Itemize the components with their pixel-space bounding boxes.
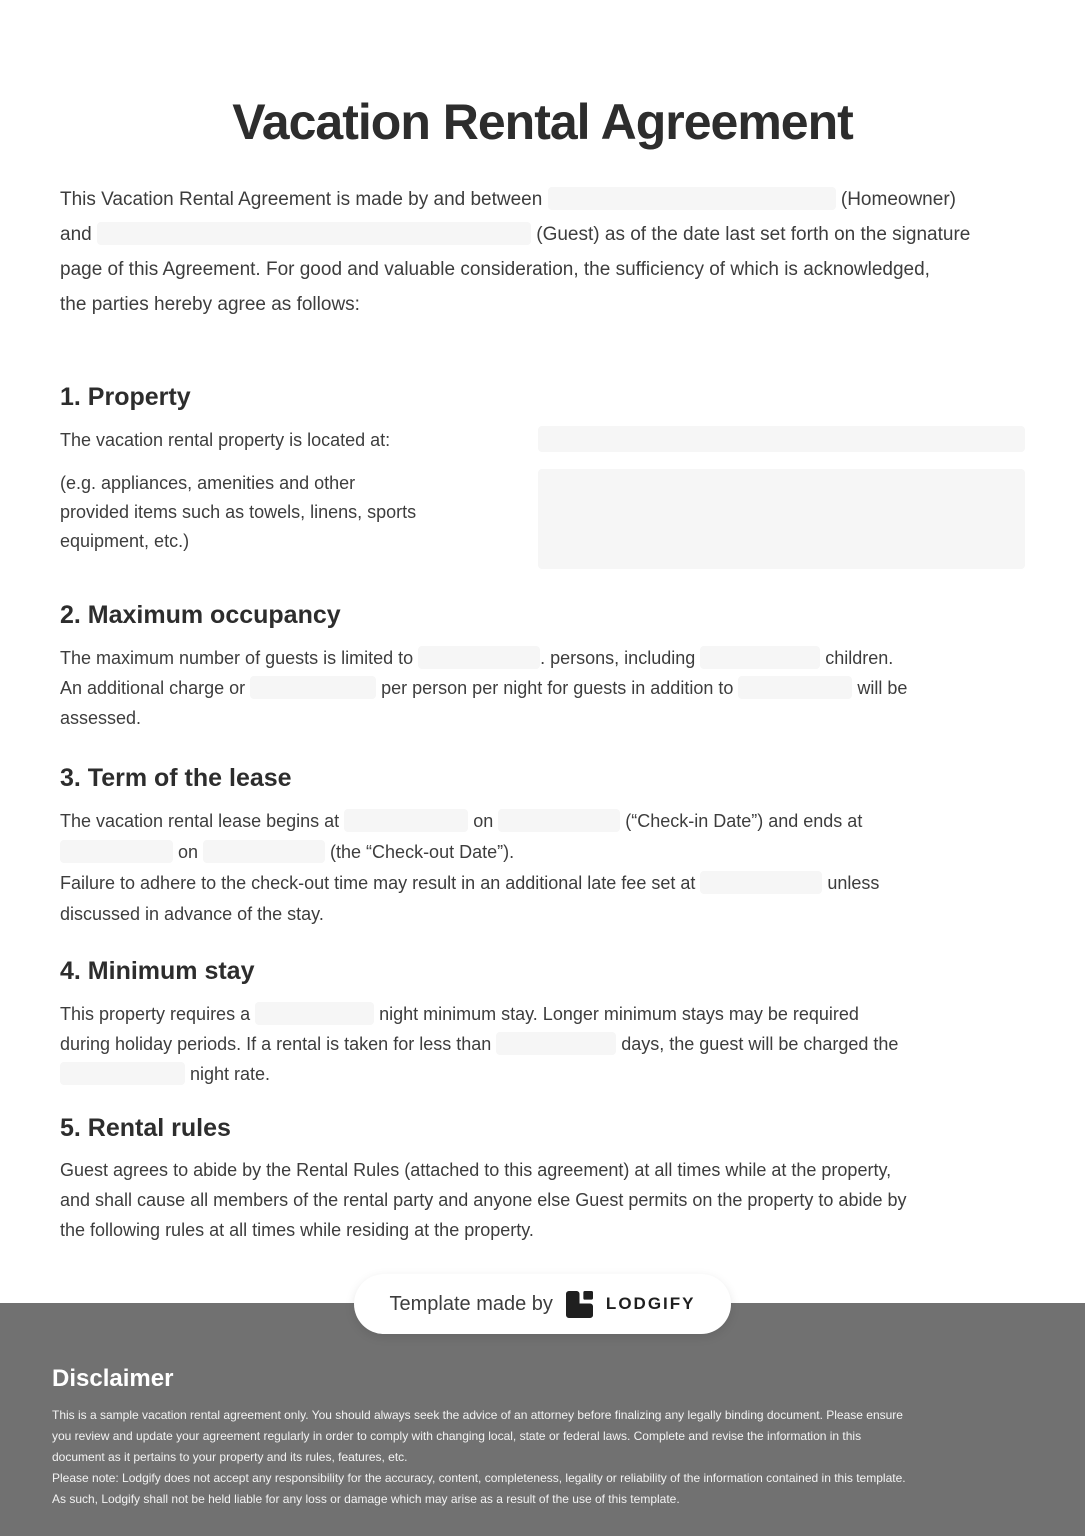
disclaimer-heading: Disclaimer (52, 1365, 174, 1392)
disclaimer-text: This is a sample vacation rental agreement only. You should always seek the advice of an attorney before finalizing any legally binding document. Please ensure you review and update your agreement regularly in order to comply with changing local, state or federal laws. Complete and revise the information in this document as it pertains to your property and its rules, features, etc. Please note: Lodgify does not accept any responsibility for the accuracy, content, completeness, legality or reliability of the information contained in this template. As such, Lodgify shall not be held liable for any loss or damage which may arise as a result of the use of this template. (52, 1408, 906, 1506)
fill-in-blank-field[interactable] (60, 1062, 185, 1085)
rental-rules-paragraph: Guest agrees to abide by the Rental Rules (attached to this agreement) at all times while at the property, and shall cause all members of the rental party and anyone else Guest permits on the property to abide by the following rules at all times while residing at the property. (60, 1160, 907, 1240)
fill-in-blank-field[interactable] (498, 809, 620, 832)
fill-in-blank-field[interactable] (700, 871, 822, 894)
section-minimum-stay-heading: 4. Minimum stay (60, 957, 255, 985)
section-property-heading: 1. Property (60, 383, 191, 411)
fill-in-blank-field[interactable] (700, 646, 820, 669)
occupancy-paragraph: The maximum number of guests is limited to . persons, including children. An additional charge or per person per night for guests in addition to will be assessed. (60, 648, 908, 728)
fill-in-blank-field[interactable] (548, 187, 836, 210)
property-location-label: The vacation rental property is located at: (60, 430, 391, 450)
section-property (60, 382, 1025, 569)
lodgify-logo-icon (566, 1291, 593, 1318)
minimum-stay-paragraph: This property requires a night minimum stay. Longer minimum stays may be required during holiday periods. If a rental is taken for less than days, the guest will be charged the night rate. (60, 1004, 899, 1084)
property-location-row (60, 426, 1025, 453)
intro-paragraph: This Vacation Rental Agreement is made by and between (Homeowner) and (Guest) as of the date last set forth on the signature page of this Agreement. For good and valuable consideration, the sufficiency of which is acknowledged, the parties hereby agree as follows: (60, 189, 971, 315)
section-rental-rules (60, 1113, 1025, 1245)
fill-in-blank-field[interactable] (97, 222, 531, 245)
fill-in-blank-field[interactable] (738, 676, 852, 699)
section-minimum-stay (60, 956, 1025, 1089)
section-rental-rules-heading: 5. Rental rules (60, 1114, 231, 1142)
property-location-field[interactable] (538, 426, 1025, 452)
document-content (0, 92, 1085, 1245)
fill-in-blank-field[interactable] (203, 840, 325, 863)
section-occupancy-heading: 2. Maximum occupancy (60, 601, 341, 629)
fill-in-blank-field[interactable] (250, 676, 376, 699)
section-term-heading: 3. Term of the lease (60, 764, 292, 792)
section-occupancy (60, 600, 1025, 733)
badge-label: Template made by (389, 1292, 553, 1315)
term-paragraph: The vacation rental lease begins at on (“Check-in Date”) and ends at on (the “Check-out Date”). Failure to adhere to the check-out time may result in an additional late fee set at unless discussed in advance of the stay. (60, 811, 880, 924)
lodgify-template-badge[interactable] (354, 1274, 732, 1334)
document-title: Vacation Rental Agreement (232, 94, 853, 150)
section-term (60, 763, 1025, 930)
property-description-label: (e.g. appliances, amenities and other provided items such as towels, linens, sports equipment, etc.) (60, 473, 417, 551)
fill-in-blank-field[interactable] (60, 840, 173, 863)
badge-brand-name: LODGIFY (605, 1294, 696, 1313)
fill-in-blank-field[interactable] (418, 646, 540, 669)
fill-in-blank-field[interactable] (344, 809, 468, 832)
property-description-row (60, 469, 1025, 569)
fill-in-blank-field[interactable] (255, 1002, 374, 1025)
disclaimer-footer (0, 1303, 1085, 1536)
fill-in-blank-field[interactable] (496, 1032, 616, 1055)
property-description-field[interactable] (538, 469, 1025, 569)
